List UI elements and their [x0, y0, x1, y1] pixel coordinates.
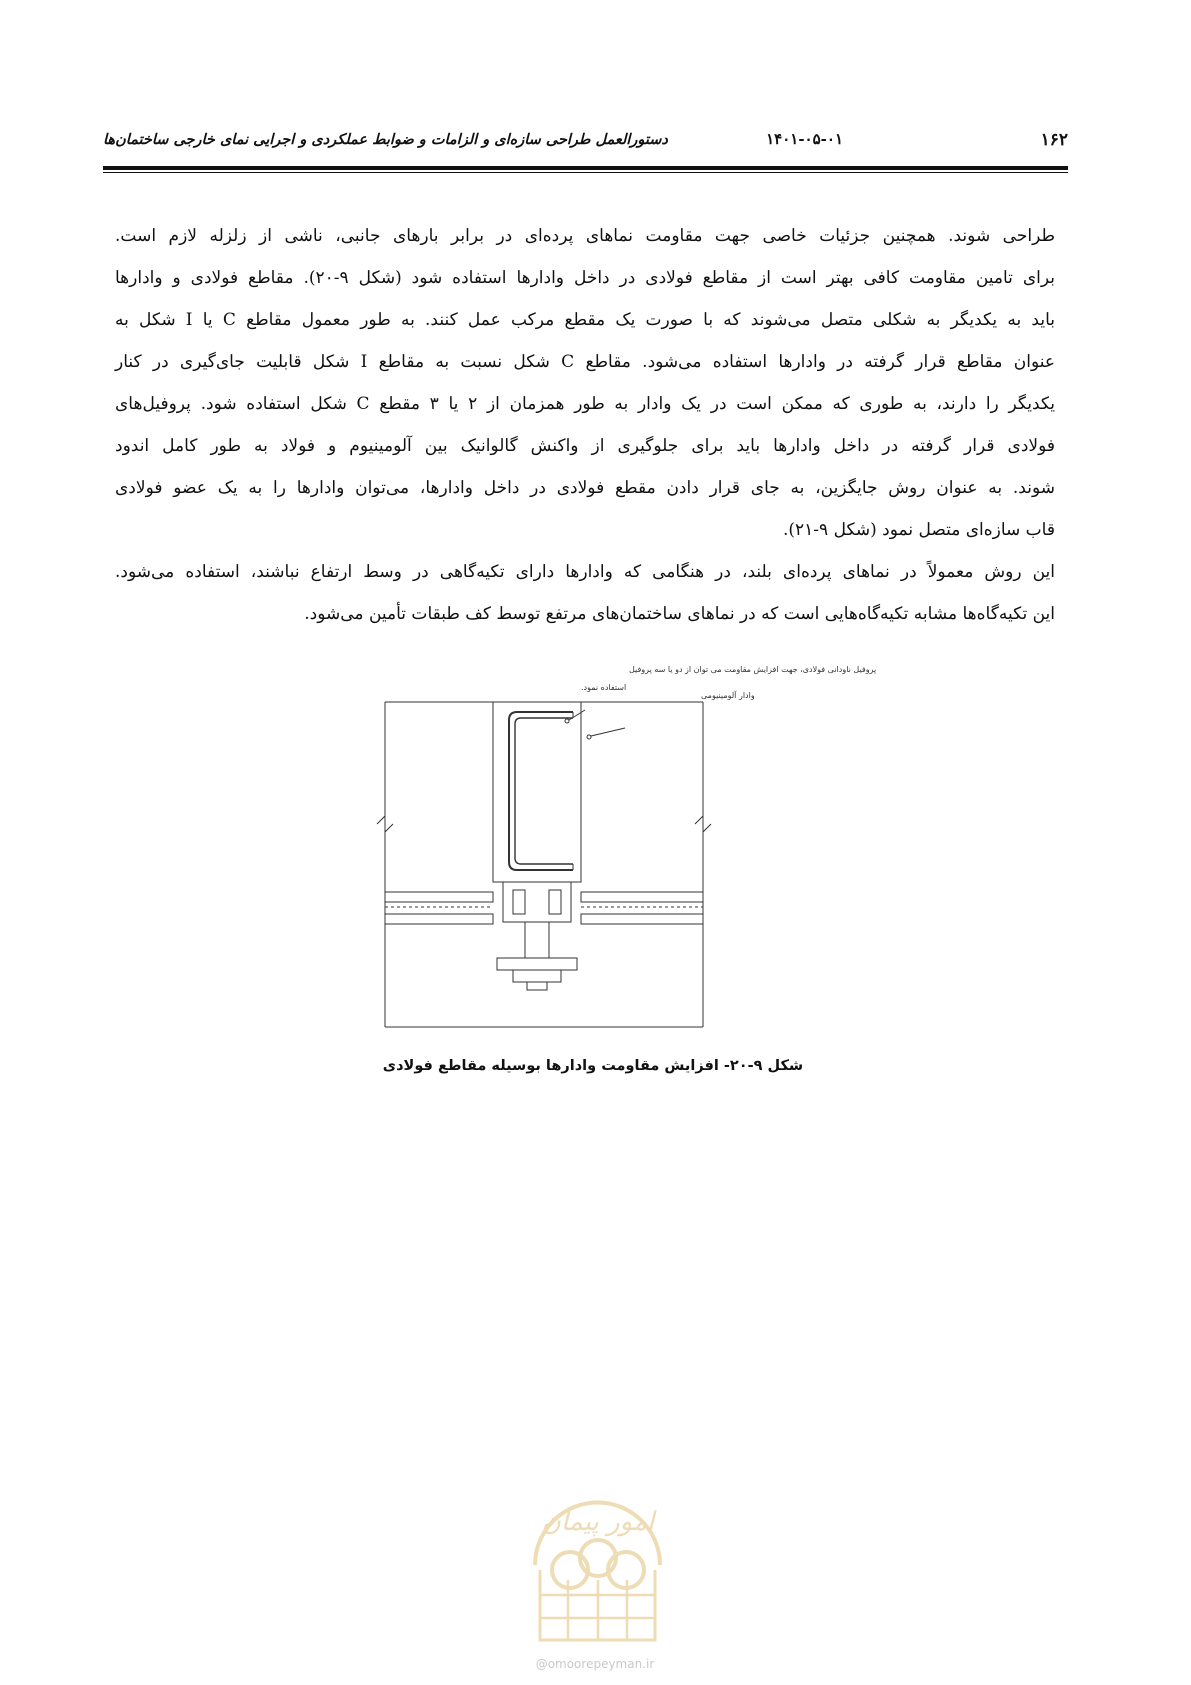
header-title: دستورالعمل طراحی سازه‌ای و الزامات و ضوابط عملکردی و اجرایی نمای خارجی ساختمان‌ها — [103, 131, 668, 148]
text-line: شوند. به عنوان روش جایگزین، به جای قرار دادن مقطع فولادی در داخل وادارها، می‌توان وادارها را به یک عضو فولادی — [115, 478, 1055, 498]
body-text — [115, 215, 1055, 635]
annotation-profile-line1: پروفیل ناودانی فولادی، جهت افزایش مقاومت می توان از دو یا سه پروفیل — [629, 665, 877, 674]
text-line: قاب سازه‌ای متصل نمود (شکل ۹-۲۱). — [782, 520, 1055, 540]
header-date: ۱۴۰۱-۰۵-۰۱ — [766, 130, 843, 148]
watermark-logo-text: امور پیمان — [541, 1507, 655, 1537]
figure-caption: شکل ۹-۲۰- افزایش مقاومت وادارها بوسیله مقاطع فولادی — [382, 1058, 804, 1074]
text-line: یکدیگر را دارند، به طوری که ممکن است در یک وادار به طور همزمان از ۲ یا ۳ مقطع C شکل استفاده شود. پروفیل‌های — [115, 394, 1055, 414]
text-line: برای تامین مقاومت کافی بهتر است از مقاطع فولادی در داخل وادارها استفاده شود (شکل ۹-۲۰). مقاطع فولادی و وادارها — [115, 268, 1055, 288]
paragraph-2 — [115, 551, 1055, 635]
mullion-detail-drawing — [385, 665, 877, 1042]
text-line: فولادی قرار گرفته در داخل وادارها باید برای جلوگیری از واکنش گالوانیک بین آلومینیوم و فولاد به طور کامل اندود — [115, 436, 1055, 456]
text-line: عنوان مقاطع قرار گرفته در وادارها استفاده می‌شود. مقاطع C شکل نسبت به مقاطع I شکل قابلیت جای‌گیری در کنار — [115, 352, 1055, 372]
page-number: ۱۶۲ — [1040, 130, 1068, 150]
header-rule-thin — [103, 172, 1068, 173]
text-line: این روش معمولاً در نماهای پرده‌ای بلند، در هنگامی که وادارها دارای تکیه‌گاهی در وسط ارتفاع نباشند، استفاده می‌شود. — [115, 562, 1055, 582]
text-line: باید به یکدیگر به شکلی متصل می‌شوند که با صورت یک مقطع مرکب عمل کنند. به طور معمول مقاطع C یا I شکل به — [115, 310, 1055, 330]
paragraph-1 — [115, 215, 1055, 551]
text-line: این تکیه‌گاه‌ها مشابه تکیه‌گاه‌هایی است که در نماهای ساختمان‌های مرتفع توسط کف طبقات تأمین می‌شود. — [304, 604, 1055, 624]
header-rule-thick — [103, 166, 1068, 170]
watermark-logo — [510, 1470, 685, 1670]
mullion-detail-figure — [385, 665, 877, 1042]
page-header — [103, 128, 1068, 156]
annotation-mullion: وادار آلومینیومی — [701, 691, 755, 700]
watermark-url: @omoorepeyman.ir — [535, 1657, 655, 1671]
annotation-profile-line2: استفاده نمود. — [581, 683, 627, 692]
text-line: طراحی شوند. همچنین جزئیات خاصی جهت مقاومت نماهای پرده‌ای در برابر بارهای جانبی، ناشی از زلزله لازم است. — [115, 226, 1055, 246]
